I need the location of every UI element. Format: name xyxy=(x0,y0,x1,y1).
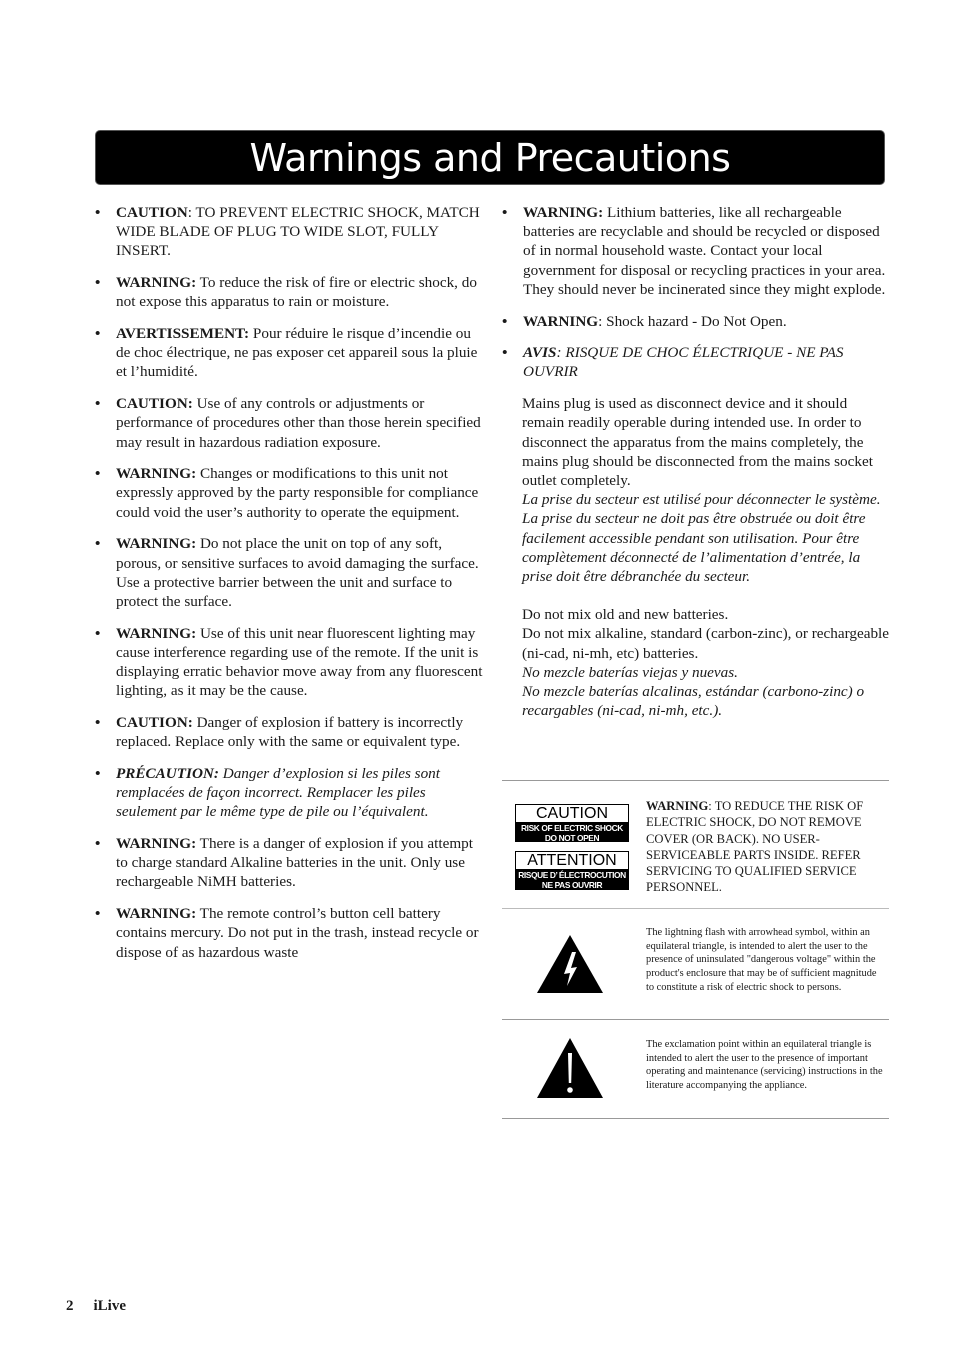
list-item xyxy=(95,834,488,892)
exclamation-symbol-text: The exclamation point within an equilateral triangle is intended to alert the user to the presence of important operating and maintenance (servicing) instructions in the literature accompanying the appliance. xyxy=(646,1039,883,1092)
item-text: The remote control’s button cell battery contains mercury. Do not put in the trash, instead recycle or dispose of as hazardous waste xyxy=(116,905,479,961)
item-text: Use of any controls or adjustments or performance of procedures other than those herein specified may result in hazardous radiation exposure. xyxy=(116,395,481,451)
item-label: PRÉCAUTION: xyxy=(116,764,219,782)
caution-subtitle-line: RISK OF ELECTRIC SHOCK xyxy=(521,823,623,833)
attention-label-title: ATTENTION xyxy=(515,851,629,870)
page-title: Warnings and Precautions xyxy=(249,136,731,180)
lightning-triangle-icon xyxy=(536,934,604,994)
mains-text-en: Mains plug is used as disconnect device and it should remain readily operable during intended use. In order to disconnect the apparatus from the mains completely, the mains plug should be disconnected from the mains socket outlet completely. xyxy=(522,395,873,489)
bullet: • xyxy=(502,344,508,362)
caution-label-subtitle xyxy=(515,823,629,844)
shock-warning-text xyxy=(646,798,886,896)
item-text: There is a danger of explosion if you attempt to charge standard Alkaline batteries in the unit. Only use rechargeable NiMH batteries. xyxy=(116,834,473,891)
caution-label-title: CAUTION xyxy=(515,804,629,823)
bullet: • xyxy=(95,325,101,343)
list-item xyxy=(95,324,488,382)
attention-subtitle-line: RISQUE D’ ÉLECTROCUTION xyxy=(518,870,626,880)
list-item xyxy=(95,394,488,452)
list-item xyxy=(95,273,488,311)
item-label: WARNING: xyxy=(116,274,197,292)
bullet: • xyxy=(502,204,508,221)
bullet: • xyxy=(95,764,101,782)
item-text: : Shock hazard - Do Not Open. xyxy=(598,312,787,330)
list-item xyxy=(95,464,488,522)
lightning-symbol-box xyxy=(502,908,889,1020)
warning-label: WARNING xyxy=(646,799,709,813)
attention-label xyxy=(515,851,629,890)
bullet: • xyxy=(95,624,101,642)
bullet: • xyxy=(95,395,101,413)
list-item xyxy=(502,343,890,381)
exclamation-triangle-icon xyxy=(536,1037,604,1099)
item-label: CAUTION: xyxy=(116,395,193,413)
bullet: • xyxy=(95,274,101,292)
bullet: • xyxy=(95,204,101,221)
bullet: • xyxy=(95,905,101,923)
list-item xyxy=(502,203,890,299)
item-label: WARNING: xyxy=(116,834,197,852)
bullet: • xyxy=(95,465,101,483)
brand-name: iLive xyxy=(93,1298,126,1314)
bullet: • xyxy=(95,713,101,731)
list-item xyxy=(95,764,488,822)
item-label: CAUTION: xyxy=(116,713,193,731)
item-text: Lithium batteries, like all rechargeable batteries are recyclable and should be recycled or disposed of in normal household waste. Contact your local government for disposal or recycling practices in your area. They should never be incinerated since they might explode. xyxy=(523,204,886,298)
bullet: • xyxy=(502,312,508,330)
item-text: Do not place the unit on top of any soft, porous, or sensitive surfaces to avoid damaging the surface. Use a protective barrier between the unit and surface to protect the surface. xyxy=(116,535,479,610)
item-text: Use of this unit near fluorescent lighting may cause interference regarding use of the remote. If the unit is displaying erratic behavior move away from any fluorescent lighting, as it may be the cause. xyxy=(116,624,483,700)
battery-text-es: No mezcle baterías viejas y nuevas. xyxy=(522,663,738,681)
item-text: : TO PREVENT ELECTRIC SHOCK, MATCH WIDE BLADE OF PLUG TO WIDE SLOT, FULLY INSERT. xyxy=(116,204,480,260)
item-text: Pour réduire le risque d’incendie ou de choc électrique, ne pas exposer cet appareil sous la pluie et l’humidité. xyxy=(116,325,478,381)
bullet: • xyxy=(95,834,101,852)
list-item xyxy=(95,203,488,261)
item-label: AVERTISSEMENT: xyxy=(116,325,250,343)
left-column xyxy=(95,203,488,974)
caution-label-box xyxy=(502,780,889,909)
list-item xyxy=(95,624,488,701)
item-label: WARNING: xyxy=(523,204,604,221)
item-text: Danger d’explosion si les piles sont remplacées de façon incorrect. Remplacer les piles seulement par le même type de pile ou l’équivalent. xyxy=(116,764,440,821)
item-label: WARNING: xyxy=(116,465,197,483)
item-label: WARNING: xyxy=(116,624,197,642)
mains-text-fr: La prise du secteur ne doit pas être obstruée ou doit être facilement accessible pendant son utilisation. Pour être complètement déconnecté de l’alimentation d’entrée, la prise doit être débranchée du secteur. xyxy=(522,510,866,585)
battery-text-en: Do not mix old and new batteries. xyxy=(522,606,729,624)
battery-text-es: No mezcle baterías alcalinas, estándar (carbono-zinc) o recargables (ni-cad, ni-mh, etc.). xyxy=(522,682,865,720)
item-label: WARNING xyxy=(523,312,599,330)
right-column xyxy=(502,203,890,720)
item-text: : RISQUE DE CHOC ÉLECTRIQUE - NE PAS OUVRIR xyxy=(523,344,844,381)
battery-text-en: Do not mix alkaline, standard (carbon-zinc), or rechargeable (ni-cad, ni-mh, etc) batteries. xyxy=(522,625,890,662)
list-item xyxy=(95,713,488,751)
attention-label-subtitle xyxy=(515,870,629,891)
title-bar xyxy=(95,130,885,185)
list-item xyxy=(95,534,488,611)
list-item xyxy=(95,904,488,962)
page-footer xyxy=(66,1298,126,1315)
item-text: Changes or modifications to this unit not expressly approved by the party responsible for compliance could void the user’s authority to operate the equipment. xyxy=(116,465,479,521)
bullet: • xyxy=(95,535,101,553)
page-number: 2 xyxy=(66,1298,74,1314)
mains-plug-notice xyxy=(502,394,890,720)
caution-subtitle-line: DO NOT OPEN xyxy=(544,832,600,843)
item-text: To reduce the risk of fire or electric shock, do not expose this apparatus to rain or moisture. xyxy=(116,274,477,311)
item-label: WARNING: xyxy=(116,905,197,923)
item-label: CAUTION xyxy=(116,204,188,221)
list-item xyxy=(502,312,890,331)
attention-subtitle-line: NE PAS OUVRIR xyxy=(541,879,603,890)
item-label: AVIS xyxy=(523,344,557,362)
item-label: WARNING: xyxy=(116,535,197,553)
warning-body: : TO REDUCE THE RISK OF ELECTRIC SHOCK, DO NOT REMOVE COVER (OR BACK). NO USER-SERVICEABLE PARTS INSIDE. REFER SERVICING TO QUALIFIED SERVICE PERSONNEL. xyxy=(646,799,864,895)
exclamation-symbol-box xyxy=(502,1019,889,1119)
lightning-symbol-text: The lightning flash with arrowhead symbol, within an equilateral triangle, is intended to alert the user to the presence of uninsulated "dangerous voltage" within the product's enclosure that may be of sufficient magnitude to constitute a risk of electric shock to persons. xyxy=(646,927,877,993)
mains-text-fr: La prise du secteur est utilisé pour déconnecter le système. xyxy=(522,491,881,509)
item-text: Danger of explosion if battery is incorrectly replaced. Replace only with the same or equivalent type. xyxy=(116,713,464,751)
caution-label xyxy=(515,804,629,842)
